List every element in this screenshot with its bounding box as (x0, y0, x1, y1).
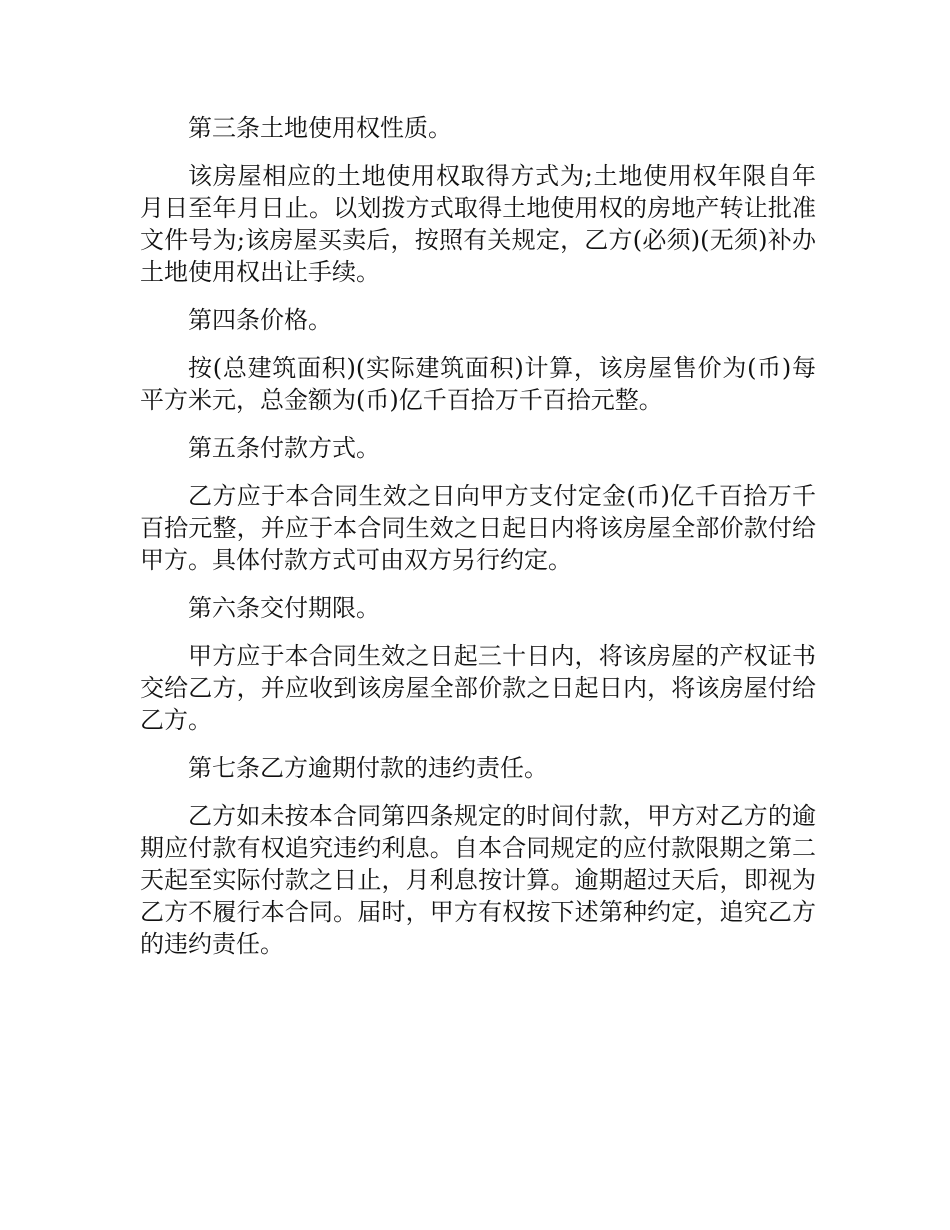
article-7-body: 乙方如未按本合同第四条规定的时间付款，甲方对乙方的逾期应付款有权追究违约利息。自本合同规定的应付款限期之第二天起至实际付款之日止，月利息按计算。逾期超过天后，即视为乙方不履行本合同。届时，甲方有权按下述第种约定，追究乙方的违约责任。 (140, 802, 816, 958)
article-4-body: 按(总建筑面积)(实际建筑面积)计算，该房屋售价为(币)每平方米元，总金额为(币)亿千百拾万千百拾元整。 (140, 354, 816, 414)
article-6-body: 甲方应于本合同生效之日起三十日内，将该房屋的产权证书交给乙方，并应收到该房屋全部价款之日起日内，将该房屋付给乙方。 (140, 642, 816, 734)
article-3-heading: 第三条土地使用权性质。 (188, 114, 452, 142)
article-6-heading: 第六条交付期限。 (188, 594, 380, 622)
article-3-body: 该房屋相应的土地使用权取得方式为;土地使用权年限自年月日至年月日止。以划拨方式取得土地使用权的房地产转让批准文件号为;该房屋买卖后，按照有关规定，乙方(必须)(无须)补办土地使用权出让手续。 (140, 162, 816, 286)
document-body (140, 112, 816, 976)
article-5-body: 乙方应于本合同生效之日向甲方支付定金(币)亿千百拾万千百拾元整，并应于本合同生效之日起日内将该房屋全部价款付给甲方。具体付款方式可由双方另行约定。 (140, 482, 816, 574)
article-4-heading: 第四条价格。 (188, 306, 332, 334)
article-7-heading: 第七条乙方逾期付款的违约责任。 (188, 754, 548, 782)
article-5-heading: 第五条付款方式。 (188, 434, 380, 462)
